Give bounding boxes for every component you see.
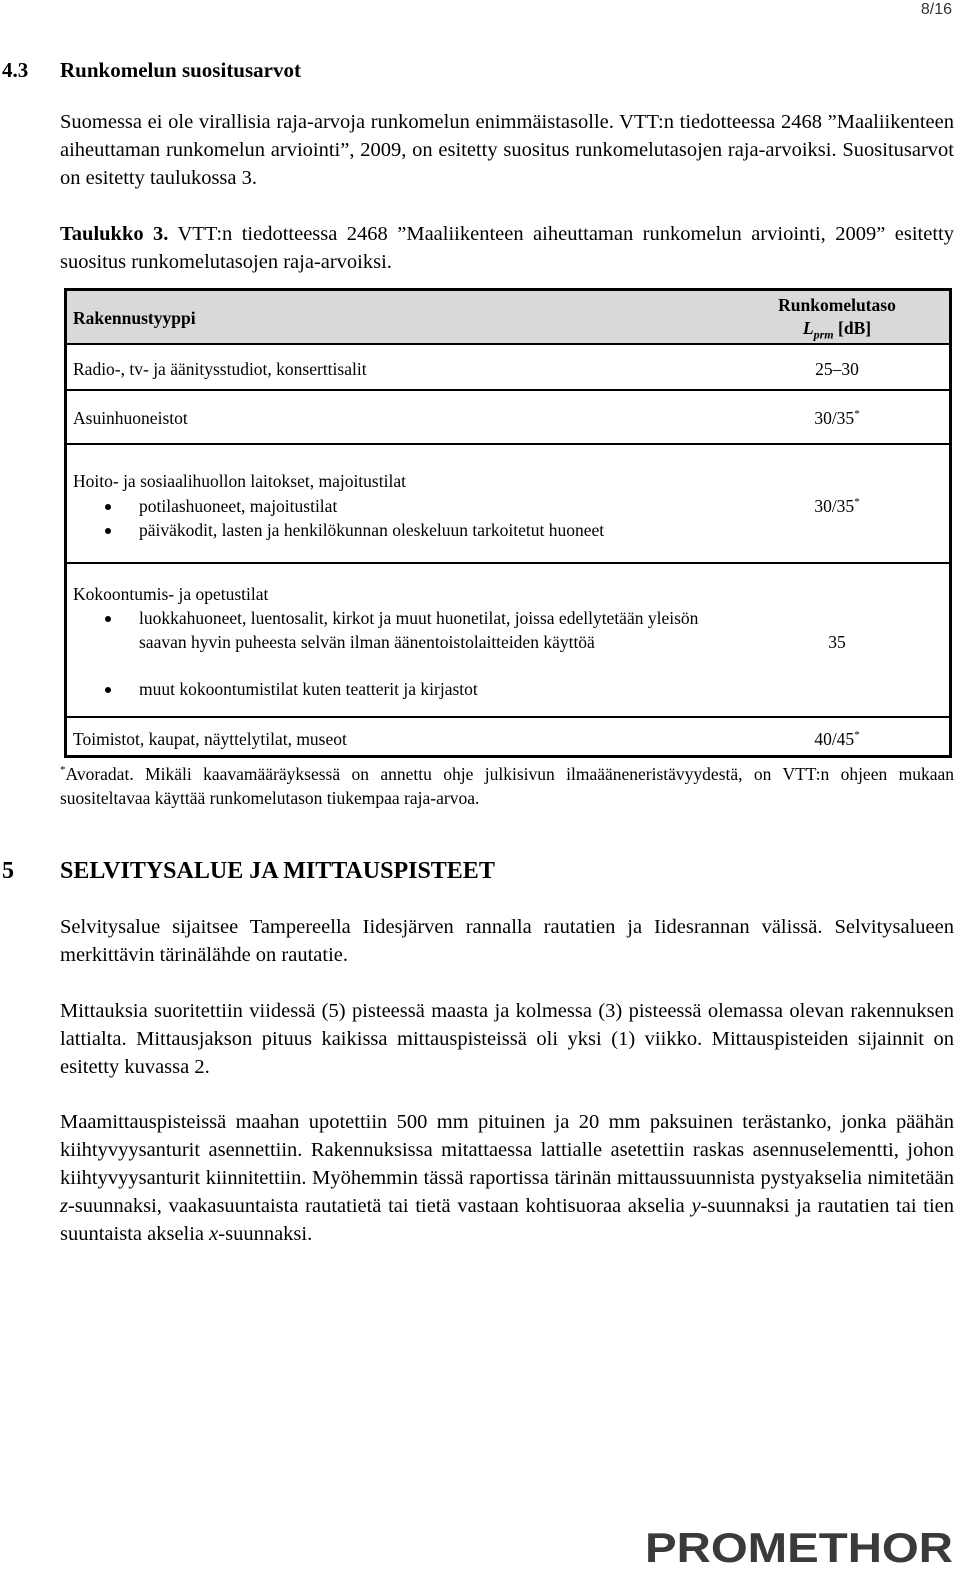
table-caption-text: VTT:n tiedotteessa 2468 ”Maaliikenteen aiheuttaman runkomelun arviointi, 2009” esitetty suositus runkomelutasojen raja-arvoiksi. <box>60 223 954 273</box>
intro-paragraph: Suomessa ei ole virallisia raja-arvoja runkomelun enimmäistasolle. VTT:n tiedotteessa 2468 ”Maaliikenteen aiheuttaman runkomelun arviointi”, 2009, on esitetty suositus runkomelutasojen raja-arvoiksi. Suositusarvot on esitetty taulukossa 3. <box>60 111 954 189</box>
table-caption-label: Taulukko 3. <box>60 223 169 245</box>
row-value <box>757 630 917 654</box>
table-caption <box>60 220 954 276</box>
row-value <box>757 406 917 430</box>
list-item-text: luokkahuoneet, luentosalit, kirkot ja muut huonetilat, joissa edellytetään yleisön saavan hyvin puheesta selvän ilman äänentoistolaitteiden käyttöä <box>139 608 699 652</box>
p3-text: -suunnaksi. <box>218 1223 313 1245</box>
row-value-text: 35 <box>828 632 846 652</box>
list-item-text: päiväkodit, lasten ja henkilökunnan oleskeluun tarkoitetut huoneet <box>139 520 605 540</box>
list-item <box>139 495 699 519</box>
promethor-logo <box>645 1522 955 1568</box>
list-item-text: potilashuoneet, majoitustilat <box>139 496 338 516</box>
table-row <box>67 718 949 758</box>
header-noise-level-label: Runkomelutaso <box>778 295 896 315</box>
p3-text: Maamittauspisteissä maahan upotettiin 500 mm pituinen ja 20 mm paksuinen terästanko, jonka päähän kiihtyvyysanturit asennettiin. Rakennuksissa mitattaessa lattialle asetettiin raskas asennuselementti, johon kiihtyvyysanturit kiinnitettiin. Myöhemmin tässä raportissa tärinän mittaussuunnista pystyakselia nimitetään <box>60 1111 954 1189</box>
row-value-text: 25–30 <box>815 359 859 379</box>
list-item <box>139 607 699 654</box>
row-value <box>757 727 917 751</box>
p3-axis-z: z <box>60 1195 68 1217</box>
section-heading-4-3 <box>2 58 301 83</box>
header-noise-level <box>757 294 917 347</box>
table-row <box>67 345 949 391</box>
symbol-subscript: prm <box>813 327 834 342</box>
p3-axis-x: x <box>209 1223 219 1245</box>
list-item-text: muut kokoontumistilat kuten teatterit ja kirjastot <box>139 679 478 699</box>
row-label: Hoito- ja sosiaalihuollon laitokset, majoitustilat <box>73 471 406 491</box>
header-noise-level-symbol <box>757 317 917 347</box>
row-label: Toimistot, kaupat, näyttelytilat, museot <box>73 729 347 749</box>
p3-text: -suunnaksi ja rautatien tai tien suuntaista akselia <box>60 1195 955 1245</box>
row-value-text: 40/45 <box>814 729 855 749</box>
bullet-icon <box>105 687 111 693</box>
row-label: Radio-, tv- ja äänitysstudiot, konserttisalit <box>73 359 367 379</box>
logo-text: PROMETHOR <box>645 1524 953 1568</box>
list-item <box>139 678 699 702</box>
paragraph-1: Selvitysalue sijaitsee Tampereella Iidesjärven rannalla rautatien ja Iidesrannan välissä. Selvitysalueen merkittävin tärinälähde on rautatie. <box>60 916 954 966</box>
list-item <box>139 519 699 543</box>
recommendation-table <box>64 288 952 758</box>
paragraph-3 <box>60 1108 954 1248</box>
table-row <box>67 391 949 445</box>
table-row <box>67 564 949 718</box>
table-row <box>67 445 949 564</box>
p3-axis-y: y <box>691 1195 701 1217</box>
row-label: Kokoontumis- ja opetustilat <box>73 584 269 604</box>
section-title: SELVITYSALUE JA MITTAUSPISTEET <box>60 858 495 884</box>
header-building-type: Rakennustyyppi <box>73 308 196 328</box>
footnote-text: Avoradat. Mikäli kaavamääräyksessä on annettu ohje julkisivun ilmaääneneristävyydestä, on VTT:n ohjeen mukaan suositeltavaa käyttää runkomelutason tiukempaa raja-arvoa. <box>60 764 954 808</box>
footnote-mark: * <box>854 729 860 742</box>
symbol-unit: [dB] <box>838 318 872 338</box>
row-value-text: 30/35 <box>814 408 855 428</box>
table-footnote <box>60 762 954 810</box>
footnote-mark: * <box>854 496 860 509</box>
section-heading-5 <box>2 858 495 885</box>
p3-text: -suunnaksi, vaakasuuntaista rautatietä tai tietä vastaan kohtisuoraa akselia <box>67 1195 692 1217</box>
table-header-row <box>67 291 949 345</box>
bullet-icon <box>105 616 111 622</box>
row-value <box>757 494 917 518</box>
page-number: 8/16 <box>920 1 952 18</box>
row-value-text: 30/35 <box>814 496 855 516</box>
row-value <box>757 357 917 381</box>
section-title: Runkomelun suositusarvot <box>60 58 301 82</box>
footnote-mark: * <box>60 764 66 777</box>
row-label: Asuinhuoneistot <box>73 408 188 428</box>
footnote-mark: * <box>854 408 860 421</box>
bullet-icon <box>105 504 111 510</box>
section-number: 4.3 <box>2 58 29 82</box>
bullet-icon <box>105 528 111 534</box>
symbol-l: L <box>802 318 814 338</box>
paragraph-2: Mittauksia suoritettiin viidessä (5) pisteessä maasta ja kolmessa (3) pisteessä olemassa olevan rakennuksen lattialta. Mittausjakson pituus kaikissa mittauspisteissä oli yksi (1) viikko. Mittauspisteiden sijainnit on esitetty kuvassa 2. <box>60 1000 954 1078</box>
section-number: 5 <box>2 858 14 884</box>
